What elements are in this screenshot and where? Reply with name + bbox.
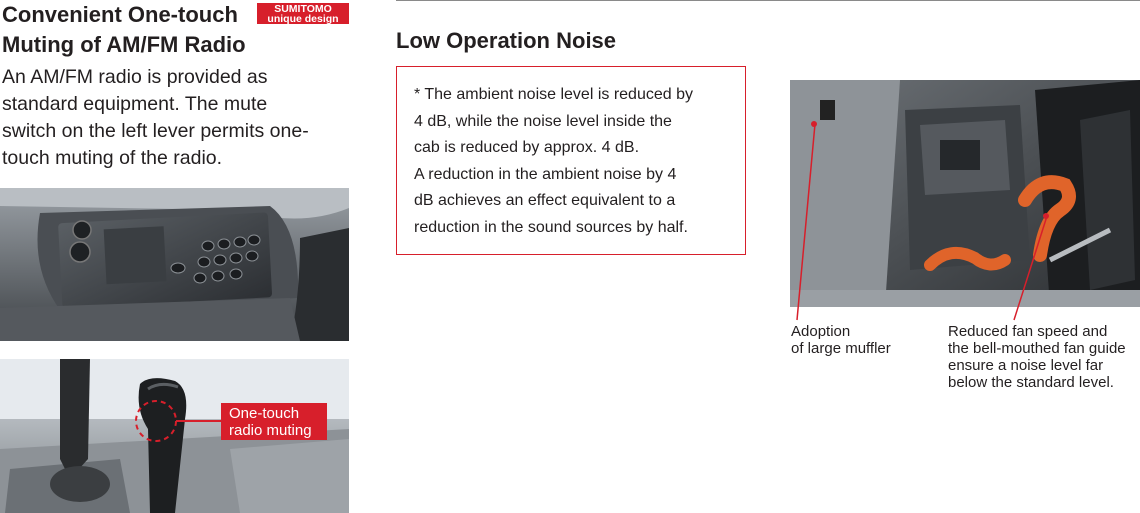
sumitomo-unique-design-badge: [257, 3, 349, 24]
caption-large-muffler-line1: Adoption: [791, 323, 851, 340]
radio-description: [2, 64, 347, 172]
caption-large-muffler-line2: of large muffler: [791, 340, 891, 357]
radio-description-line4: touch muting of the radio.: [2, 147, 223, 169]
top-divider: [396, 0, 1140, 1]
noise-note-box: [396, 66, 746, 255]
radio-description-line2: standard equipment. The mute: [2, 93, 268, 115]
noise-note-line1: * The ambient noise level is reduced by: [414, 86, 693, 103]
section-title-radio-line2: Muting of AM/FM Radio: [2, 32, 246, 57]
caption-fan-guide-line4: below the standard level.: [948, 374, 1114, 391]
caption-large-muffler: [791, 323, 891, 357]
callout-line1: One-touch: [229, 405, 300, 422]
noise-note-line4: A reduction in the ambient noise by 4: [414, 165, 677, 183]
section-title-noise: Low Operation Noise: [396, 28, 617, 53]
caption-fan-guide-line2: the bell-mouthed fan guide: [948, 340, 1126, 357]
one-touch-radio-muting-callout: [221, 403, 327, 440]
caption-fan-guide-line1: Reduced fan speed and: [948, 323, 1108, 340]
caption-fan-guide: [948, 323, 1126, 391]
noise-note-line2: 4 dB, while the noise level inside the: [414, 112, 672, 130]
badge-line2: unique design: [267, 13, 339, 25]
radio-description-line3: switch on the left lever permits one-: [2, 120, 309, 142]
noise-note-line5: dB achieves an effect equivalent to a: [414, 192, 676, 209]
section-title-radio-line1: Convenient One-touch: [2, 2, 238, 27]
radio-description-line1: An AM/FM radio is provided as: [2, 66, 268, 88]
callout-line2: radio muting: [229, 422, 312, 439]
caption-fan-guide-line3: ensure a noise level far: [948, 357, 1104, 374]
noise-note-line6: reduction in the sound sources by half.: [414, 218, 688, 236]
engine-compartment-photo: [790, 80, 1140, 307]
radio-panel-photo: [0, 188, 349, 341]
badge-line1: SUMITOMO: [274, 3, 332, 15]
noise-note-line3: cab is reduced by approx. 4 dB.: [414, 139, 640, 156]
